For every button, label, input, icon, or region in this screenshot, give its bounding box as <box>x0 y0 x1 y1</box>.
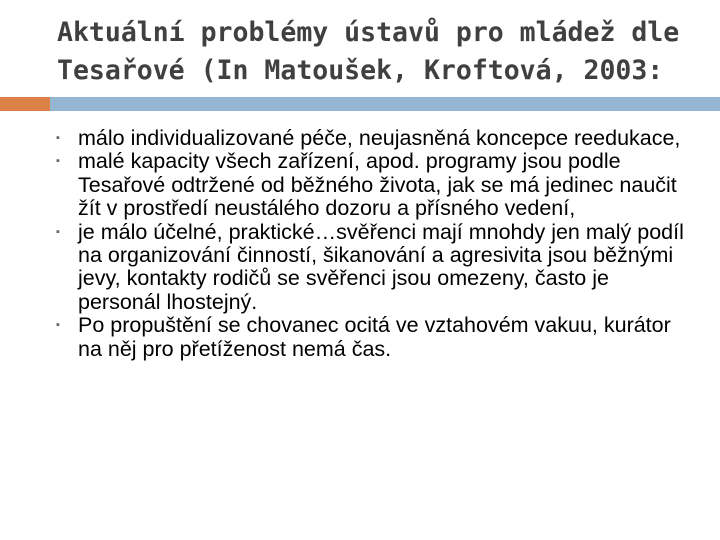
bullet-item <box>56 314 696 361</box>
bullet-item <box>56 127 696 150</box>
bullet-text: je málo účelné, praktické…svěřenci mají mnohdy jen malý podíl na organizování činností, šikanování a agresivita jsou běžnými jevy, kontakty rodičů se svěřenci jsou omezeny, často je personál lhostejný. <box>78 219 684 314</box>
square-bullet-icon: ▪ <box>56 132 60 144</box>
bullet-item <box>56 150 696 220</box>
square-bullet-icon: ▪ <box>56 319 60 332</box>
bullet-text: malé kapacity všech zařízení, apod. programy jsou podle Tesařové odtržené od běžného života, jak se má jedinec naučit žít v prostředí neustálého dozoru a přísného vedení, <box>78 149 677 221</box>
accent-bar-blue <box>50 97 720 111</box>
bullet-text: málo individualizované péče, neujasněná koncepce reedukace, <box>78 126 681 150</box>
bullet-list <box>56 127 696 361</box>
bullet-item <box>56 221 696 315</box>
accent-bar-orange <box>0 97 50 111</box>
slide-title: Aktuální problémy ústavů pro mládež dle Tesařové (In Matoušek, Kroftová, 2003: <box>57 17 680 86</box>
square-bullet-icon: ▪ <box>56 225 60 238</box>
bullet-text: Po propuštění se chovanec ocitá ve vztahovém vakuu, kurátor na něj pro přetíženost nemá čas. <box>78 313 671 361</box>
square-bullet-icon: ▪ <box>56 155 60 168</box>
